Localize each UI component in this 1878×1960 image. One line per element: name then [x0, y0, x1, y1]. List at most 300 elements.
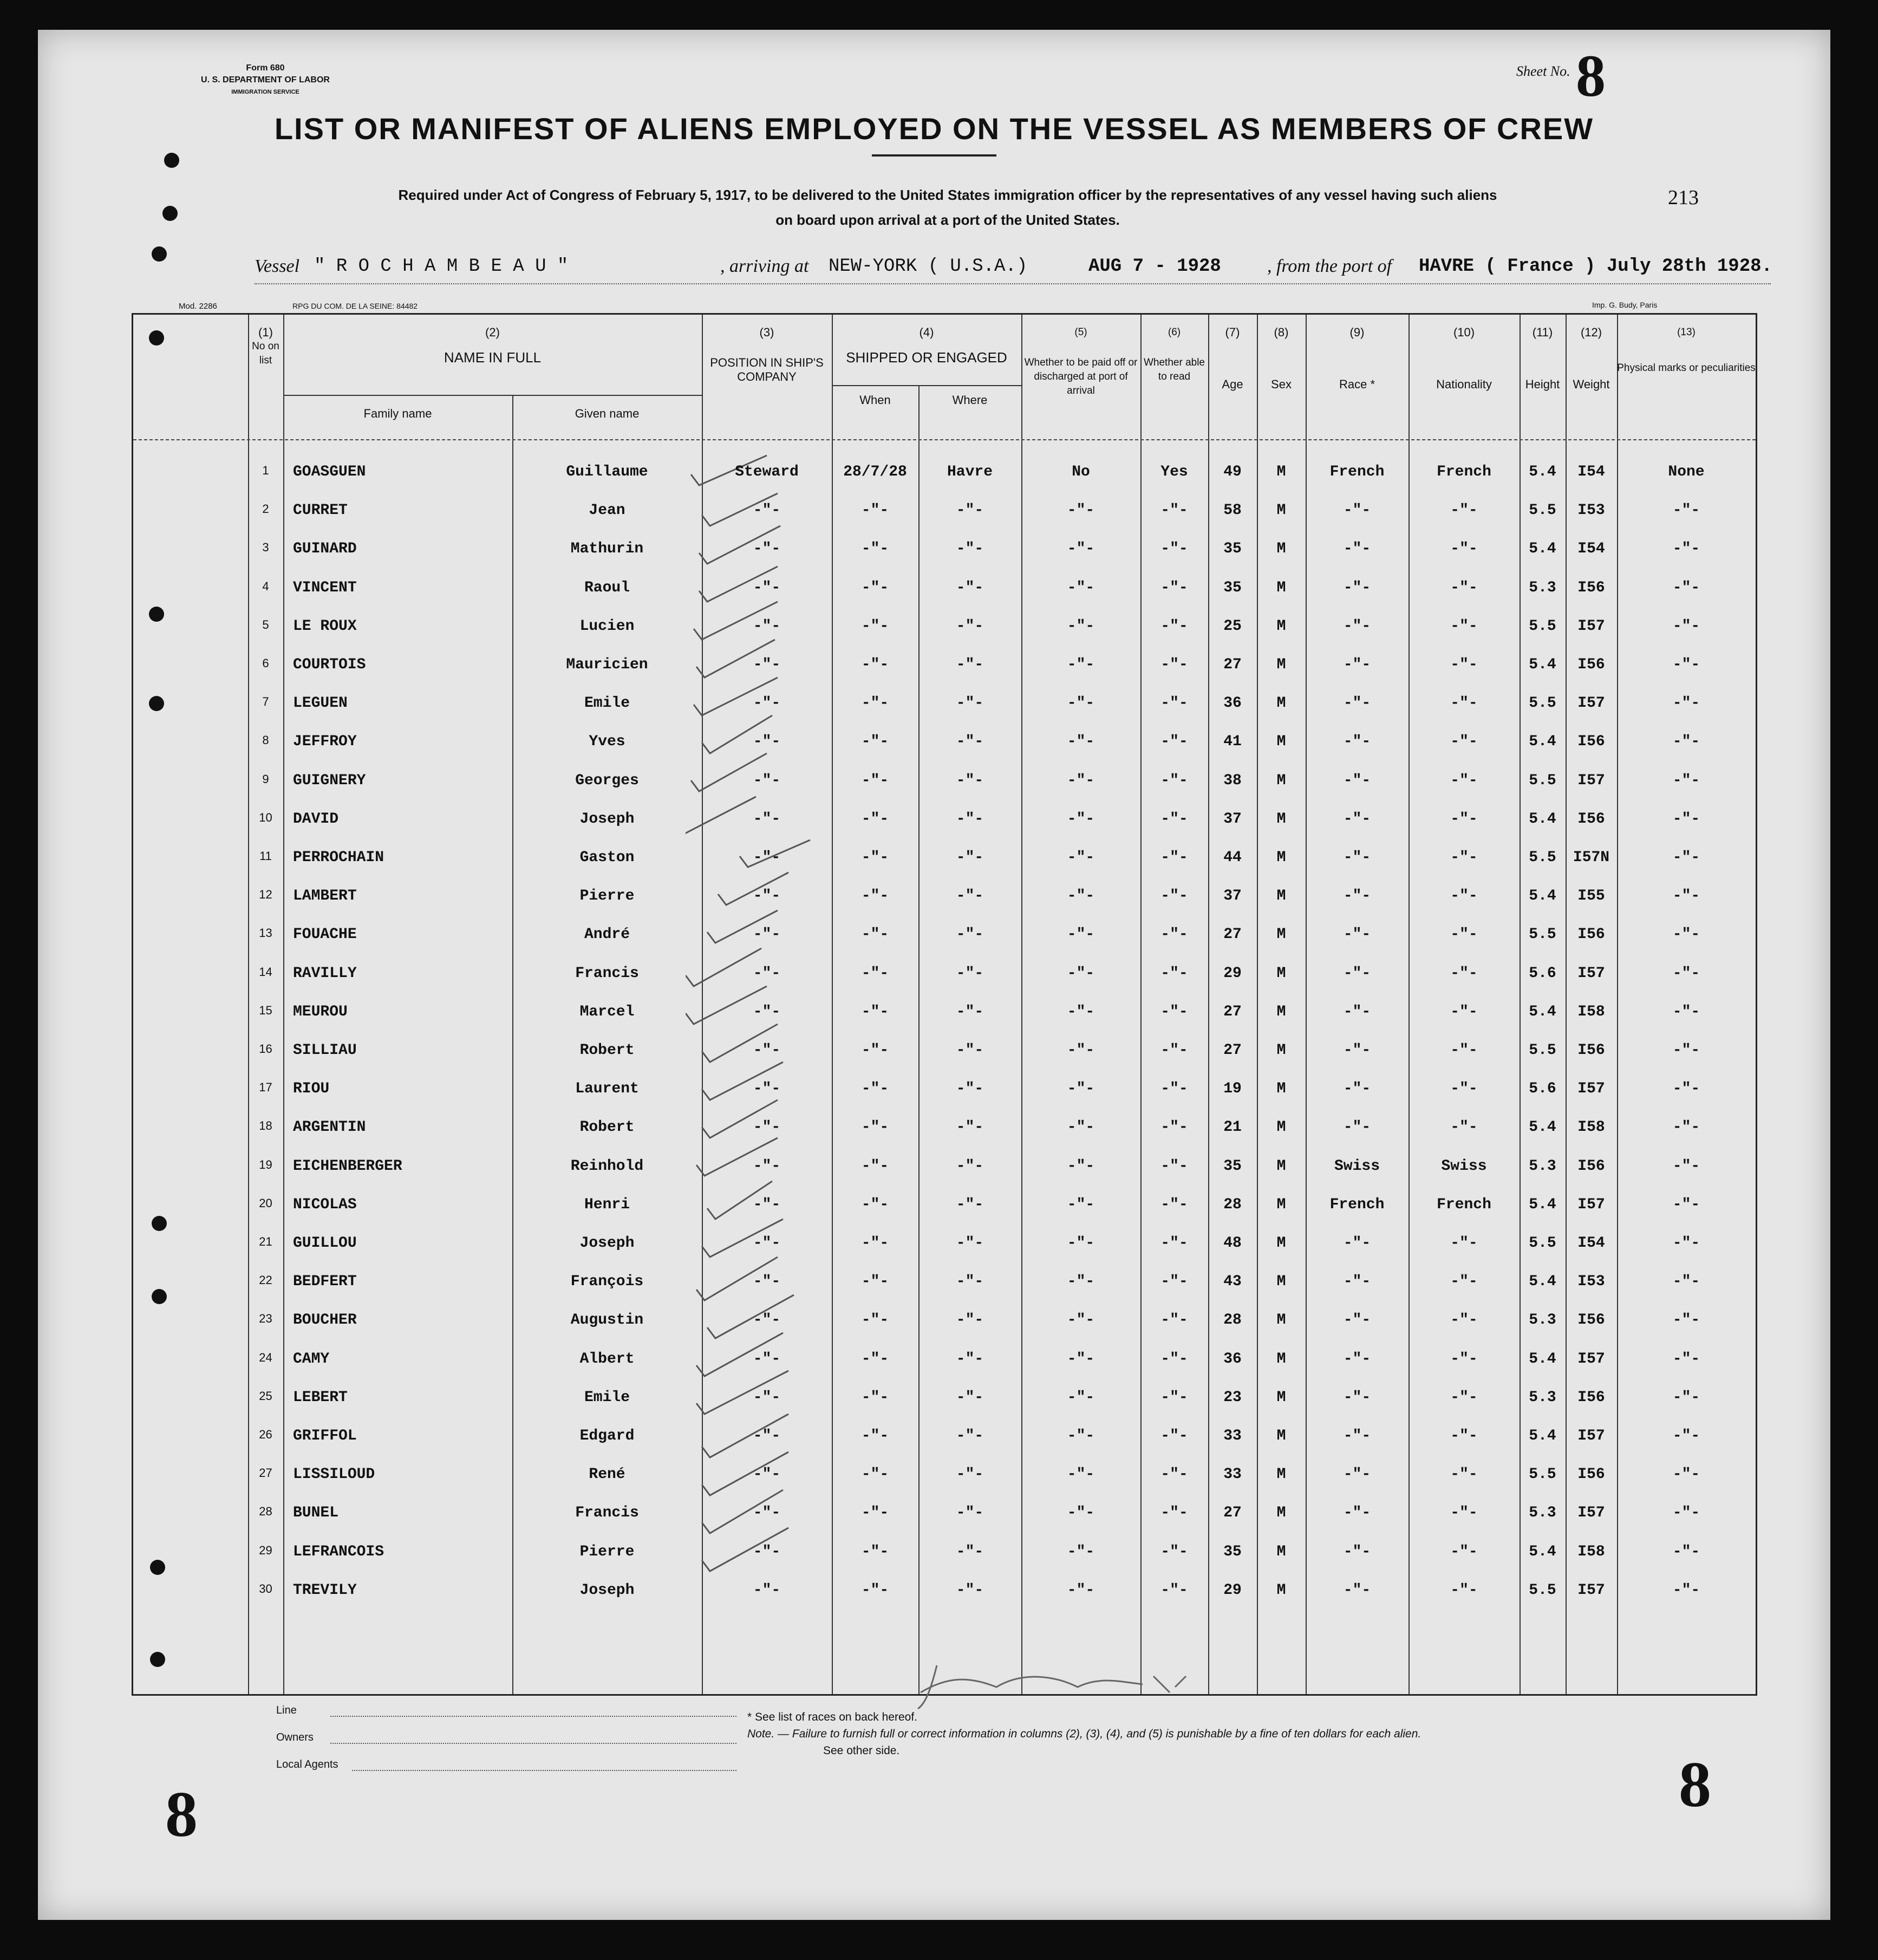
cell-age: 43 — [1223, 1273, 1242, 1291]
title-underline — [872, 154, 996, 157]
punch-hole — [152, 246, 167, 262]
table-row — [133, 613, 1756, 651]
cell-sex: M — [1276, 849, 1286, 866]
owners-field — [330, 1743, 736, 1744]
col-2-header — [283, 325, 702, 364]
see-other-side: See other side. — [823, 1744, 900, 1757]
cell-height: 5.4 — [1529, 1350, 1556, 1368]
cell-sex: M — [1276, 1581, 1286, 1599]
cell-marks: -"- — [1672, 733, 1700, 751]
cell-given: Joseph — [579, 1581, 635, 1599]
cell-marks: -"- — [1672, 849, 1700, 866]
cell-marks: -"- — [1672, 1003, 1700, 1020]
cell-height: 5.4 — [1529, 810, 1556, 828]
col-label: POSITION IN SHIP'S COMPANY — [710, 356, 824, 383]
cell-read: -"- — [1160, 1312, 1188, 1329]
cell-marks: -"- — [1672, 541, 1700, 558]
cell-age: 36 — [1223, 695, 1242, 712]
cell-weight: I57 — [1577, 1428, 1605, 1444]
cell-weight: I56 — [1577, 579, 1605, 596]
cell-nationality: -"- — [1450, 1119, 1478, 1136]
cell-given: Edgard — [579, 1428, 635, 1444]
col-label: No on list — [252, 341, 279, 366]
cell-no: 2 — [262, 502, 269, 516]
sheet-label: Sheet No. — [1516, 63, 1570, 79]
stamp-number: 213 — [1668, 186, 1699, 209]
cell-where: -"- — [956, 695, 984, 712]
cell-weight: I53 — [1577, 502, 1605, 519]
cell-race: -"- — [1343, 1428, 1371, 1444]
cell-height: 5.3 — [1529, 1505, 1556, 1522]
cell-family: CURRET — [293, 502, 348, 519]
cell-sex: M — [1276, 464, 1286, 480]
cell-age: 29 — [1223, 1581, 1242, 1599]
cell-when: -"- — [861, 1350, 889, 1368]
cell-no: 3 — [262, 541, 269, 555]
cell-given: Augustin — [570, 1312, 644, 1329]
table-row — [133, 998, 1756, 1037]
cell-where: -"- — [956, 1505, 984, 1522]
cell-when: -"- — [861, 849, 889, 866]
table-row — [133, 921, 1756, 959]
mod-label: Mod. 2286 — [179, 302, 217, 311]
cell-marks: -"- — [1672, 1273, 1700, 1291]
cell-paid: -"- — [1067, 541, 1095, 558]
cell-given: Emile — [584, 1389, 630, 1406]
table-row — [133, 960, 1756, 998]
cell-position: -"- — [753, 617, 781, 635]
cell-where: -"- — [956, 1350, 984, 1368]
cell-age: 27 — [1223, 1003, 1242, 1020]
cell-height: 5.5 — [1529, 695, 1556, 712]
cell-race: -"- — [1343, 1543, 1371, 1560]
cell-read: -"- — [1160, 1042, 1188, 1059]
table-row — [133, 574, 1756, 613]
cell-age: 19 — [1223, 1080, 1242, 1098]
cell-sex: M — [1276, 1157, 1286, 1175]
cell-marks: -"- — [1672, 1428, 1700, 1444]
cell-nationality: -"- — [1450, 656, 1478, 673]
cell-where: -"- — [956, 1157, 984, 1175]
table-row — [133, 1577, 1756, 1615]
col-7-header — [1208, 325, 1257, 392]
col-number: (2) — [485, 325, 500, 339]
cell-nationality: -"- — [1450, 1581, 1478, 1599]
header-subrule — [283, 395, 702, 396]
cell-given: Georges — [575, 772, 639, 789]
owners-label: Owners — [276, 1731, 314, 1743]
cell-no: 15 — [259, 1003, 272, 1017]
cell-race: -"- — [1343, 1350, 1371, 1368]
cell-nationality: -"- — [1450, 772, 1478, 789]
cell-family: CAMY — [293, 1350, 330, 1368]
cell-family: TREVILY — [293, 1581, 357, 1599]
cell-marks: -"- — [1672, 810, 1700, 828]
cell-no: 12 — [259, 888, 272, 902]
cell-no: 22 — [259, 1273, 272, 1287]
service-label: IMMIGRATION SERVICE — [231, 89, 299, 95]
sheet-number: 8 — [1576, 43, 1606, 109]
cell-paid: -"- — [1067, 1157, 1095, 1175]
cell-when: -"- — [861, 1157, 889, 1175]
cell-weight: I58 — [1577, 1003, 1605, 1020]
cell-no: 6 — [262, 656, 269, 670]
cell-height: 5.4 — [1529, 1543, 1556, 1560]
cell-weight: I57 — [1577, 617, 1605, 635]
cell-given: Joseph — [579, 810, 635, 828]
cell-position: -"- — [753, 1389, 781, 1406]
cell-family: BOUCHER — [293, 1312, 357, 1329]
cell-sex: M — [1276, 1273, 1286, 1291]
cell-height: 5.5 — [1529, 502, 1556, 519]
cell-where: -"- — [956, 926, 984, 943]
col-label: Whether able to read — [1143, 357, 1205, 382]
cell-age: 33 — [1223, 1466, 1242, 1483]
cell-race: -"- — [1343, 849, 1371, 866]
cell-marks: -"- — [1672, 1080, 1700, 1098]
cell-marks: -"- — [1672, 502, 1700, 519]
requirement-line-2: on board upon arrival at a port of the United States. — [775, 212, 1120, 228]
cell-weight: I56 — [1577, 1389, 1605, 1406]
header-subrule — [832, 385, 1021, 386]
col-11-header — [1520, 325, 1566, 392]
cell-paid: -"- — [1067, 1505, 1095, 1522]
cell-where: -"- — [956, 888, 984, 905]
cell-paid: -"- — [1067, 965, 1095, 982]
cell-nationality: -"- — [1450, 926, 1478, 943]
cell-nationality: -"- — [1450, 1543, 1478, 1560]
cell-weight: I57 — [1577, 1505, 1605, 1522]
cell-family: LAMBERT — [293, 888, 357, 905]
sheet-number-right: 8 — [1679, 1748, 1711, 1820]
cell-weight: I56 — [1577, 733, 1605, 751]
table-row — [133, 1422, 1756, 1461]
table-row — [133, 1461, 1756, 1499]
cell-weight: I57N — [1573, 849, 1610, 866]
cell-nationality: -"- — [1450, 695, 1478, 712]
cell-sex: M — [1276, 810, 1286, 828]
cell-nationality: -"- — [1450, 1428, 1478, 1444]
cell-age: 35 — [1223, 579, 1242, 596]
cell-read: -"- — [1160, 1196, 1188, 1213]
header-bottom-rule — [133, 439, 1756, 441]
cell-nationality: -"- — [1450, 1505, 1478, 1522]
cell-family: RIOU — [293, 1080, 330, 1098]
table-row — [133, 1384, 1756, 1422]
arrival-date: AUG 7 - 1928 — [1088, 256, 1221, 277]
col-number: (6) — [1168, 327, 1181, 338]
cell-nationality: -"- — [1450, 617, 1478, 635]
cell-nationality: -"- — [1450, 810, 1478, 828]
cell-weight: I54 — [1577, 541, 1605, 558]
penalty-note: Note. — Failure to furnish full or correct information in columns (2), (3), (4), and (5) is punishable by a fine of ten dollars for each alien. — [747, 1728, 1421, 1740]
cell-marks: -"- — [1672, 1466, 1700, 1483]
cell-no: 20 — [259, 1196, 272, 1210]
cell-paid: -"- — [1067, 849, 1095, 866]
cell-sex: M — [1276, 733, 1286, 751]
cell-age: 58 — [1223, 502, 1242, 519]
cell-when: -"- — [861, 502, 889, 519]
cell-marks: -"- — [1672, 1042, 1700, 1059]
arriving-label: , arriving at — [720, 256, 809, 276]
cell-read: -"- — [1160, 1543, 1188, 1560]
cell-race: -"- — [1343, 926, 1371, 943]
cell-where: -"- — [956, 1080, 984, 1098]
table-row — [133, 651, 1756, 689]
cell-position: -"- — [753, 1235, 781, 1252]
cell-when: -"- — [861, 1581, 889, 1599]
cell-given: Joseph — [579, 1235, 635, 1252]
cell-given: Mauricien — [566, 656, 648, 673]
cell-marks: -"- — [1672, 695, 1700, 712]
cell-race: -"- — [1343, 695, 1371, 712]
cell-race: -"- — [1343, 1312, 1371, 1329]
cell-race: -"- — [1343, 965, 1371, 982]
cell-read: -"- — [1160, 1273, 1188, 1291]
cell-paid: -"- — [1067, 617, 1095, 635]
cell-given: Lucien — [579, 617, 635, 635]
cell-nationality: -"- — [1450, 1273, 1478, 1291]
cell-race: -"- — [1343, 810, 1371, 828]
cell-given: Jean — [589, 502, 625, 519]
cell-race: -"- — [1343, 1273, 1371, 1291]
col-label: Physical marks or peculiarities — [1617, 362, 1756, 374]
department-label: U. S. DEPARTMENT OF LABOR — [201, 75, 330, 84]
cell-sex: M — [1276, 541, 1286, 558]
col-number: (8) — [1274, 325, 1289, 339]
cell-weight: I56 — [1577, 1312, 1605, 1329]
cell-weight: I55 — [1577, 888, 1605, 905]
cell-when: -"- — [861, 888, 889, 905]
col-label: Height — [1525, 377, 1560, 391]
col-number: (11) — [1532, 325, 1553, 339]
cell-weight: I56 — [1577, 1157, 1605, 1175]
cell-weight: I56 — [1577, 1466, 1605, 1483]
cell-sex: M — [1276, 1466, 1286, 1483]
cell-nationality: -"- — [1450, 1003, 1478, 1020]
cell-weight: I57 — [1577, 1196, 1605, 1213]
cell-read: -"- — [1160, 1119, 1188, 1136]
cell-no: 18 — [259, 1119, 272, 1133]
cell-no: 16 — [259, 1042, 272, 1056]
cell-age: 27 — [1223, 926, 1242, 943]
cell-marks: -"- — [1672, 888, 1700, 905]
cell-position: -"- — [753, 1581, 781, 1599]
cell-age: 29 — [1223, 965, 1242, 982]
cell-marks: -"- — [1672, 1196, 1700, 1213]
cell-family: GUILLOU — [293, 1235, 357, 1252]
cell-read: -"- — [1160, 1003, 1188, 1020]
cell-family: VINCENT — [293, 579, 357, 596]
cell-where: -"- — [956, 1581, 984, 1599]
cell-height: 5.3 — [1529, 1312, 1556, 1329]
cell-read: -"- — [1160, 926, 1188, 943]
cell-no: 26 — [259, 1428, 272, 1441]
cell-read: -"- — [1160, 733, 1188, 751]
footer-notes — [747, 1709, 1668, 1759]
cell-family: LISSILOUD — [293, 1466, 375, 1483]
cell-where: Havre — [947, 464, 993, 480]
form-label: Form 680 — [246, 63, 285, 73]
cell-given: Albert — [579, 1350, 635, 1368]
cell-when: -"- — [861, 617, 889, 635]
col-label: Whether to be paid off or discharged at port of arrival — [1024, 357, 1138, 396]
cell-height: 5.3 — [1529, 1157, 1556, 1175]
table-row — [133, 458, 1756, 497]
cell-where: -"- — [956, 1466, 984, 1483]
cell-given: Reinhold — [570, 1157, 644, 1175]
cell-paid: -"- — [1067, 1080, 1095, 1098]
cell-paid: -"- — [1067, 1003, 1095, 1020]
cell-marks: -"- — [1672, 1505, 1700, 1522]
table-row — [133, 497, 1756, 535]
cell-marks: -"- — [1672, 1389, 1700, 1406]
departure-info: HAVRE ( France ) July 28th 1928. — [1419, 256, 1772, 277]
cell-paid: No — [1072, 464, 1090, 480]
punch-hole — [164, 153, 179, 168]
cell-no: 10 — [259, 810, 272, 824]
cell-age: 38 — [1223, 772, 1242, 789]
cell-nationality: French — [1437, 1196, 1491, 1213]
col-3-header — [702, 325, 832, 384]
cell-where: -"- — [956, 772, 984, 789]
cell-weight: I56 — [1577, 656, 1605, 673]
cell-sex: M — [1276, 579, 1286, 596]
cell-paid: -"- — [1067, 1196, 1095, 1213]
cell-paid: -"- — [1067, 772, 1095, 789]
cell-nationality: French — [1437, 464, 1491, 480]
cell-paid: -"- — [1067, 1350, 1095, 1368]
cell-weight: I54 — [1577, 464, 1605, 480]
cell-where: -"- — [956, 849, 984, 866]
cell-read: -"- — [1160, 1080, 1188, 1098]
cell-when: -"- — [861, 656, 889, 673]
cell-paid: -"- — [1067, 1235, 1095, 1252]
cell-weight: I54 — [1577, 1235, 1605, 1252]
cell-nationality: -"- — [1450, 1389, 1478, 1406]
cell-race: -"- — [1343, 1003, 1371, 1020]
cell-no: 21 — [259, 1235, 272, 1248]
cell-no: 23 — [259, 1312, 272, 1326]
cell-no: 13 — [259, 926, 272, 940]
requirement-line-1: Required under Act of Congress of February 5, 1917, to be delivered to the United States immigration officer by the representatives of any vessel having such aliens — [398, 187, 1497, 203]
cell-family: LEFRANCOIS — [293, 1543, 384, 1560]
cell-read: Yes — [1160, 464, 1188, 480]
cell-where: -"- — [956, 1003, 984, 1020]
cell-nationality: -"- — [1450, 849, 1478, 866]
cell-sex: M — [1276, 656, 1286, 673]
cell-when: -"- — [861, 1196, 889, 1213]
cell-age: 28 — [1223, 1196, 1242, 1213]
cell-family: GUIGNERY — [293, 772, 366, 789]
cell-paid: -"- — [1067, 1119, 1095, 1136]
table-row — [133, 767, 1756, 805]
cell-when: -"- — [861, 1042, 889, 1059]
cell-height: 5.6 — [1529, 1080, 1556, 1098]
col-4-where-header: Where — [952, 393, 988, 407]
cell-paid: -"- — [1067, 695, 1095, 712]
cell-age: 21 — [1223, 1119, 1242, 1136]
cell-nationality: -"- — [1450, 579, 1478, 596]
cell-family: EICHENBERGER — [293, 1157, 402, 1175]
arriving-port: NEW-YORK ( U.S.A.) — [829, 256, 1028, 277]
table-row — [133, 844, 1756, 882]
cell-read: -"- — [1160, 617, 1188, 635]
cell-marks: -"- — [1672, 1157, 1700, 1175]
col-5-header — [1021, 325, 1140, 398]
cell-sex: M — [1276, 695, 1286, 712]
cell-position: -"- — [753, 656, 781, 673]
cell-read: -"- — [1160, 849, 1188, 866]
cell-family: FOUACHE — [293, 926, 357, 943]
cell-read: -"- — [1160, 1466, 1188, 1483]
cell-position: Steward — [735, 464, 799, 480]
cell-age: 37 — [1223, 888, 1242, 905]
cell-sex: M — [1276, 1119, 1286, 1136]
cell-no: 14 — [259, 965, 272, 979]
cell-position: -"- — [753, 1505, 781, 1522]
cell-when: -"- — [861, 1505, 889, 1522]
table-row — [133, 1268, 1756, 1306]
cell-sex: M — [1276, 1543, 1286, 1560]
cell-no: 4 — [262, 579, 269, 593]
cell-marks: -"- — [1672, 1350, 1700, 1368]
cell-position: -"- — [753, 1042, 781, 1059]
cell-position: -"- — [753, 926, 781, 943]
cell-given: Raoul — [584, 579, 630, 596]
cell-marks: -"- — [1672, 1581, 1700, 1599]
cell-age: 27 — [1223, 1042, 1242, 1059]
col-number: (4) — [919, 325, 934, 339]
cell-paid: -"- — [1067, 733, 1095, 751]
cell-family: ARGENTIN — [293, 1119, 366, 1136]
cell-no: 28 — [259, 1505, 272, 1519]
cell-where: -"- — [956, 579, 984, 596]
table-row — [133, 1538, 1756, 1577]
col-10-header — [1408, 325, 1520, 392]
cell-race: -"- — [1343, 541, 1371, 558]
cell-position: -"- — [753, 1428, 781, 1444]
from-port-label: , from the port of — [1267, 256, 1392, 276]
cell-when: -"- — [861, 926, 889, 943]
cell-position: -"- — [753, 849, 781, 866]
cell-no: 25 — [259, 1389, 272, 1403]
cell-when: -"- — [861, 1428, 889, 1444]
cell-where: -"- — [956, 1428, 984, 1444]
cell-where: -"- — [956, 1042, 984, 1059]
cell-height: 5.4 — [1529, 733, 1556, 751]
cell-paid: -"- — [1067, 926, 1095, 943]
cell-race: -"- — [1343, 1581, 1371, 1599]
cell-when: -"- — [861, 772, 889, 789]
cell-sex: M — [1276, 1428, 1286, 1444]
cell-paid: -"- — [1067, 1389, 1095, 1406]
cell-given: Laurent — [575, 1080, 639, 1098]
col-number: (5) — [1074, 327, 1087, 338]
cell-read: -"- — [1160, 579, 1188, 596]
cell-age: 37 — [1223, 810, 1242, 828]
cell-no: 5 — [262, 617, 269, 631]
cell-weight: I57 — [1577, 1080, 1605, 1098]
cell-no: 17 — [259, 1080, 272, 1095]
cell-race: -"- — [1343, 772, 1371, 789]
cell-position: -"- — [753, 810, 781, 828]
cell-sex: M — [1276, 502, 1286, 519]
cell-family: MEUROU — [293, 1003, 348, 1020]
cell-position: -"- — [753, 888, 781, 905]
local-agents-field — [352, 1770, 736, 1771]
cell-read: -"- — [1160, 772, 1188, 789]
